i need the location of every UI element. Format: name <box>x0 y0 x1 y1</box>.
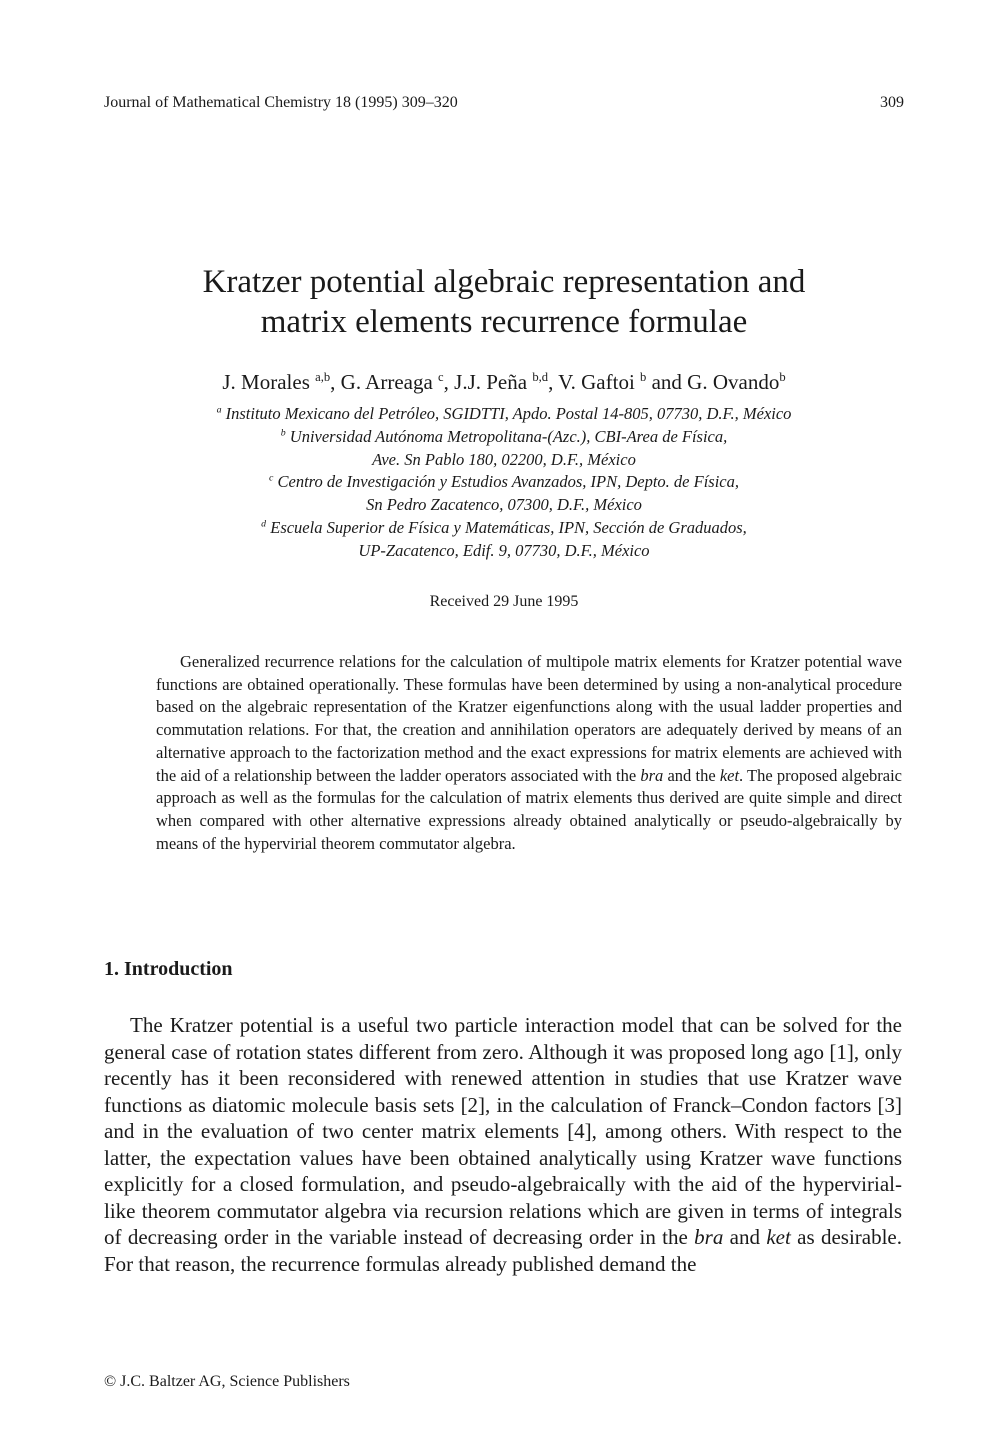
affiliation-b-line2: Ave. Sn Pablo 180, 02200, D.F., México <box>372 449 636 469</box>
affiliation-b <box>104 426 904 449</box>
affiliations <box>104 403 904 563</box>
affil-text: Instituto Mexicano del Petróleo, SGIDTTI, Apdo. Postal 14-805, 07730, D.F., México <box>225 404 792 423</box>
abstract-bra: bra <box>640 765 664 785</box>
author-name: , G. Arreaga <box>330 370 433 394</box>
copyright-footer: © J.C. Baltzer AG, Science Publishers <box>104 1373 350 1390</box>
journal-citation: Journal of Mathematical Chemistry 18 (1995) 309–320 <box>104 94 458 111</box>
abstract <box>156 651 902 855</box>
affil-mark: b <box>280 427 286 439</box>
author-affil-mark: a,b <box>315 370 331 384</box>
abstract-text: . The proposed algebraic approach as well as the formulas for the calculation of matrix elements thus derived are quite simple and direct when compared with other alternative expressions already obtained analytically or pseudo-algebraically by means of the hypervirial theorem commutator algebra. <box>156 765 902 853</box>
abstract-text: Generalized recurrence relations for the calculation of multipole matrix elements for Kratzer potential wave functions are obtained operationally. These formulas have been determined by using a non-analytical procedure based on the algebraic representation of the Kratzer eigenfunctions along with the usual ladder properties and commutation relations. For that, the creation and annihilation operators are adequately derived by means of an alternative approach to the factorization method and the exact expressions for matrix elements are achieved with the aid of a relationship between the ladder operators associated with the <box>156 652 902 785</box>
author-name: and G. Ovando <box>646 370 780 394</box>
affil-mark: a <box>216 404 222 416</box>
affiliation-a <box>104 403 904 426</box>
running-header <box>104 94 904 112</box>
affil-mark: d <box>261 518 267 530</box>
author-affil-mark: c <box>438 370 444 384</box>
affil-text: Escuela Superior de Física y Matemáticas, IPN, Sección de Graduados, <box>270 517 747 537</box>
title-line-1: Kratzer potential algebraic representation and <box>202 264 806 300</box>
affiliation-c <box>104 471 904 494</box>
abstract-ket: ket <box>719 765 740 785</box>
body-bra: bra <box>694 1225 724 1249</box>
page-number: 309 <box>880 94 904 111</box>
abstract-paragraph <box>156 651 902 855</box>
body-paragraph <box>104 1012 902 1277</box>
paper-title <box>104 262 904 342</box>
body-text: The Kratzer potential is a useful two particle interaction model that can be solved for the general case of rotation states different from zero. Although it was proposed long ago [1], only recently has it been reconsidered with renewed attention in studies that use Kratzer wave functions as diatomic molecule basis sets [2], in the calculation of Franck–Condon factors [3] and in the evaluation of two center matrix elements [4], among others. With respect to the latter, the expectation values have been obtained analytically using Kratzer wave functions explicitly for a closed formulation, and pseudo-algebraically with the aid of the hypervirial-like theorem commutator algebra via recursion relations which are given in terms of integrals of decreasing order in the variable instead of decreasing order in the <box>104 1013 902 1249</box>
title-line-2: matrix elements recurrence formulae <box>260 304 748 340</box>
body-text: as desirable. For that reason, the recurrence formulas already published demand the <box>104 1225 903 1276</box>
affiliation-d <box>104 517 904 540</box>
author-name: , J.J. Peña <box>443 370 528 394</box>
author-list <box>104 370 904 395</box>
section-heading: 1. Introduction <box>104 958 233 980</box>
affiliation-d-line2: UP-Zacatenco, Edif. 9, 07730, D.F., México <box>358 540 650 560</box>
author-affil-mark: b <box>640 370 647 384</box>
abstract-text: and the <box>663 765 720 785</box>
affil-text: Centro de Investigación y Estudios Avanzados, IPN, Depto. de Física, <box>277 472 739 492</box>
introduction-body <box>104 1012 902 1277</box>
received-date: Received 29 June 1995 <box>429 593 579 610</box>
author-affil-mark: b,d <box>532 370 549 384</box>
affiliation-c-line2: Sn Pedro Zacatenco, 07300, D.F., México <box>366 495 642 515</box>
affil-mark: c <box>269 472 274 484</box>
author-affil-mark: b <box>779 370 786 384</box>
author-name: J. Morales <box>222 370 310 394</box>
affil-text: Universidad Autónoma Metropolitana-(Azc.), CBI-Area de Física, <box>289 426 728 446</box>
author-name: , V. Gaftoi <box>548 370 635 394</box>
body-ket: ket <box>766 1225 791 1249</box>
body-text: and <box>723 1225 767 1249</box>
